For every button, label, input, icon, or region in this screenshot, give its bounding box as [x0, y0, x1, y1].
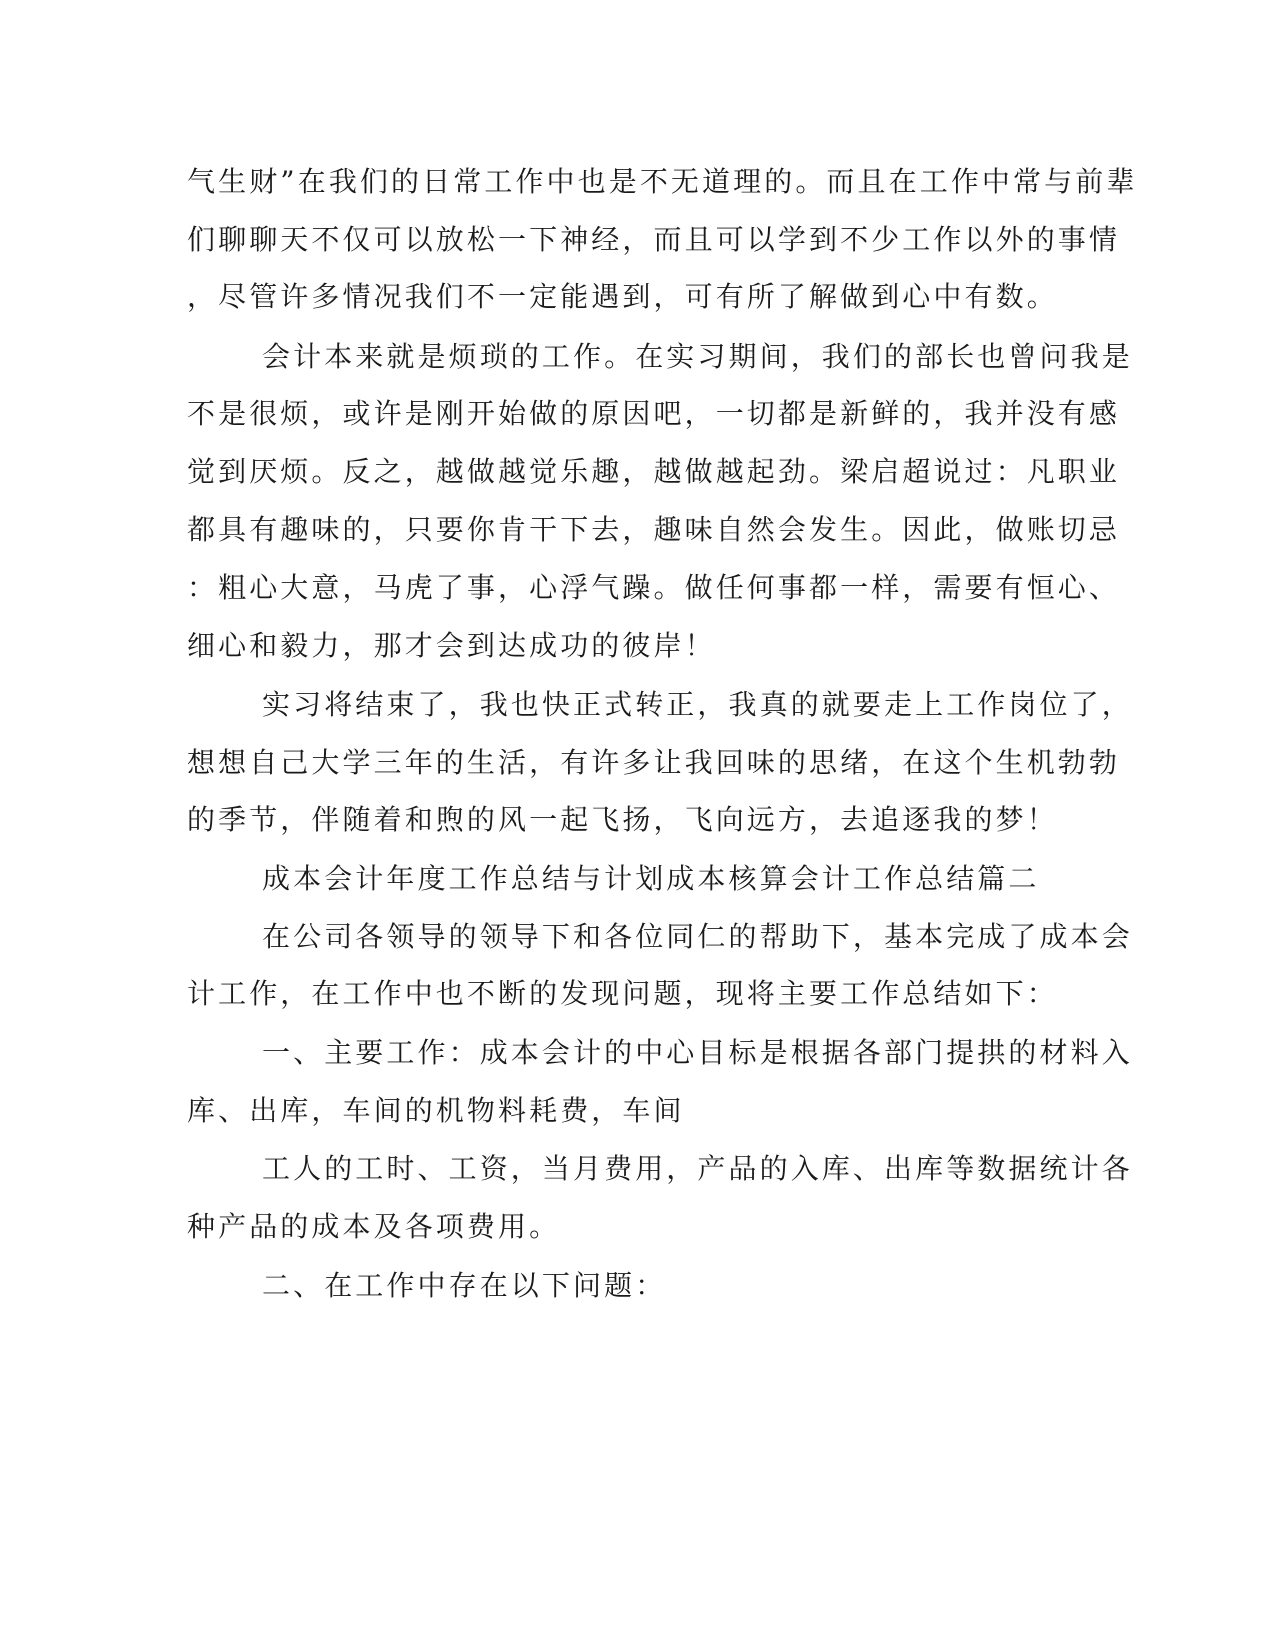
text-line: 气生财”在我们的日常工作中也是不无道理的。而且在工作中常与前辈 — [187, 165, 1138, 198]
text-line: 不是很烦，或许是刚开始做的原因吧，一切都是新鲜的，我并没有感 — [187, 397, 1121, 430]
text-line: 的季节，伴随着和煦的风一起飞扬，飞向远方，去追逐我的梦！ — [187, 803, 1058, 836]
text-line: 种产品的成本及各项费用。 — [187, 1210, 561, 1243]
paragraph-start-line: 工人的工时、工资，当月费用，产品的入库、出库等数据统计各 — [262, 1152, 1133, 1185]
paragraph-start-line: 在公司各领导的领导下和各位同仁的帮助下，基本完成了成本会 — [262, 920, 1133, 953]
text-line: ：粗心大意，马虎了事，心浮气躁。做任何事都一样，需要有恒心、 — [187, 571, 1121, 604]
text-line: ，尽管许多情况我们不一定能遇到，可有所了解做到心中有数。 — [187, 280, 1058, 313]
paragraph-start-line: 实习将结束了，我也快正式转正，我真的就要走上工作岗位了， — [262, 688, 1133, 721]
text-line: 库、出库，车间的机物料耗费，车间 — [187, 1094, 685, 1127]
paragraph-start-line: 一、主要工作：成本会计的中心目标是根据各部门提拱的材料入 — [262, 1036, 1133, 1069]
section-heading: 成本会计年度工作总结与计划成本核算会计工作总结篇二 — [262, 862, 1040, 895]
text-line: 想想自己大学三年的生活，有许多让我回味的思绪，在这个生机勃勃 — [187, 746, 1121, 779]
text-line: 计工作，在工作中也不断的发现问题，现将主要工作总结如下： — [187, 977, 1058, 1010]
paragraph-start-line: 会计本来就是烦琐的工作。在实习期间，我们的部长也曾问我是 — [262, 340, 1133, 373]
paragraph-start-line: 二、在工作中存在以下问题： — [262, 1269, 667, 1302]
text-line: 觉到厌烦。反之，越做越觉乐趣，越做越起劲。梁启超说过：凡职业 — [187, 455, 1121, 488]
text-line: 都具有趣味的，只要你肯干下去，趣味自然会发生。因此，做账切忌 — [187, 513, 1121, 546]
text-line: 细心和毅力，那才会到达成功的彼岸！ — [187, 629, 716, 662]
text-line: 们聊聊天不仅可以放松一下神经，而且可以学到不少工作以外的事情 — [187, 223, 1121, 256]
